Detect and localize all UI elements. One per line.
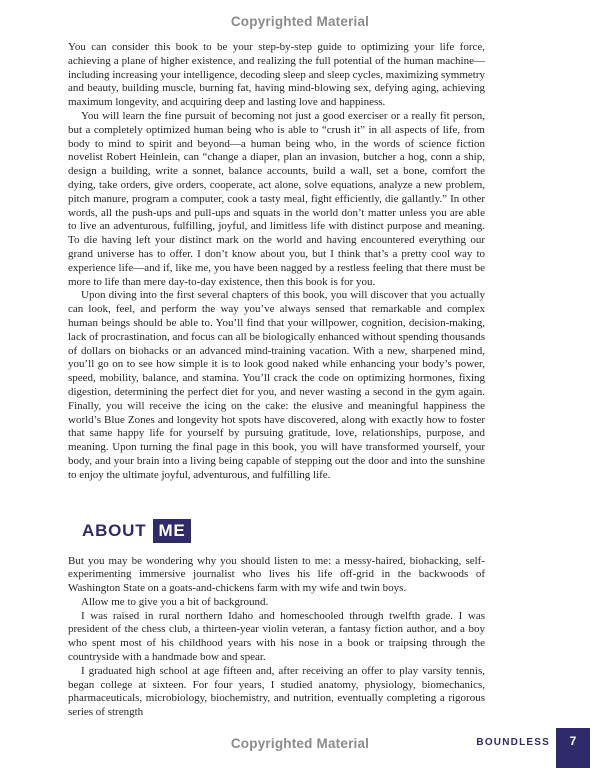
section-heading-plain-text: ABOUT bbox=[82, 521, 147, 540]
paragraph-about-1: But you may be wondering why you should listen to me: a messy-haired, biohacking, self-experimenting immersive journalist who lives his life off-grid in the backwoods of Washington State on a goats-and-chickens farm with my wife and twin boys. bbox=[68, 554, 485, 595]
page-number: 7 bbox=[569, 734, 577, 748]
paragraph-intro-2: You will learn the fine pursuit of becoming not just a good exerciser or a really fit person, but a completely optimized human being who is able to “crush it” in all aspects of life, from body to mind to spirit and beyond—a human being who, in the words of science fiction novelist Robert Heinlein, can “change a diaper, plan an invasion, butcher a hog, conn a ship, design a building, write a sonnet, balance accounts, build a wall, set a bone, comfort the dying, take orders, give orders, cooperate, act alone, solve equations, analyze a new problem, pitch manure, program a computer, cook a tasty meal, fight efficiently, die gallantly.” In other words, all the push-ups and pull-ups and squats in the world don’t matter unless you are able to live an adventurous, fulfilling, joyful, and limitless life with distinct purpose and meaning. To die having left your distinct mark on the world and having encountered everything our grand universe has to offer. I don’t know about you, but I think that’s a pretty cool way to experience life—and if, like me, you have been nagged by a restless feeling that there must be more to life than mere day-to-day existence, then this book is for you. bbox=[68, 109, 485, 288]
page-number-tab bbox=[556, 728, 590, 768]
paragraph-intro-3: Upon diving into the first several chapters of this book, you will discover that you actually can look, feel, and perform the way you’ve always sensed that remarkable and complex human beings should be able to. You’ll find that your willpower, cognition, decision-making, lack of procrastination, and focus can all be biologically enhanced without spending thousands of dollars on biohacks or an advanced mind-training vacation. With a new, sharpened mind, you’ll go on to see how simple it is to look good naked while enhancing your body’s power, speed, mobility, balance, and stamina. You’ll crack the code on optimizing hormones, fixing digestion, determining the perfect diet for you, and never wasting a second in the gym again. Finally, you will receive the icing on the cake: the elusive and meaningful happiness the world’s Blue Zones and longevity hot spots have discovered, along with exactly how to foster that same happy life for yourself by pursuing gratitude, love, relationships, purpose, and meaning. Upon turning the final page in this book, you will have transformed yourself, your body, and your brain into a living being capable of stepping out the door and into the sunshine to enjoy the ultimate joyful, adventurous, and fulfilling life. bbox=[68, 289, 485, 481]
footer-book-title: BOUNDLESS bbox=[476, 737, 550, 748]
paragraph-about-3: I was raised in rural northern Idaho and homeschooled through twelfth grade. I was president of the chess club, a thirteen-year violin veteran, a fantasy fiction author, and a boy who spent most of his childhood years with his nose in a book or traipsing through the countryside with a handmade bow and spear. bbox=[68, 609, 485, 664]
text-block bbox=[68, 41, 485, 720]
section-heading-about-me bbox=[82, 519, 485, 543]
section-heading-highlight-box: ME bbox=[153, 519, 190, 543]
paragraph-about-4: I graduated high school at age fifteen and, after receiving an offer to play varsity tennis, began college at sixteen. For four years, I studied anatomy, physiology, biomechanics, pharmaceuticals, microbiology, biochemistry, and nutrition, eventually completing a rigorous series of strength bbox=[68, 664, 485, 719]
paragraph-about-2: Allow me to give you a bit of background. bbox=[81, 595, 269, 608]
header-watermark: Copyrighted Material bbox=[230, 14, 370, 29]
paragraph-intro-1: You can consider this book to be your step-by-step guide to optimizing your life force, achieving a plane of higher existence, and realizing the full potential of the human machine—including increasing your intelligence, decoding sleep and sleep cycles, maximizing symmetry and beauty, building muscle, burning fat, having mind-blowing sex, defying aging, achieving maximum longevity, and acquiring deep and lasting love and happiness. bbox=[68, 41, 485, 109]
footer-watermark: Copyrighted Material bbox=[230, 736, 370, 751]
